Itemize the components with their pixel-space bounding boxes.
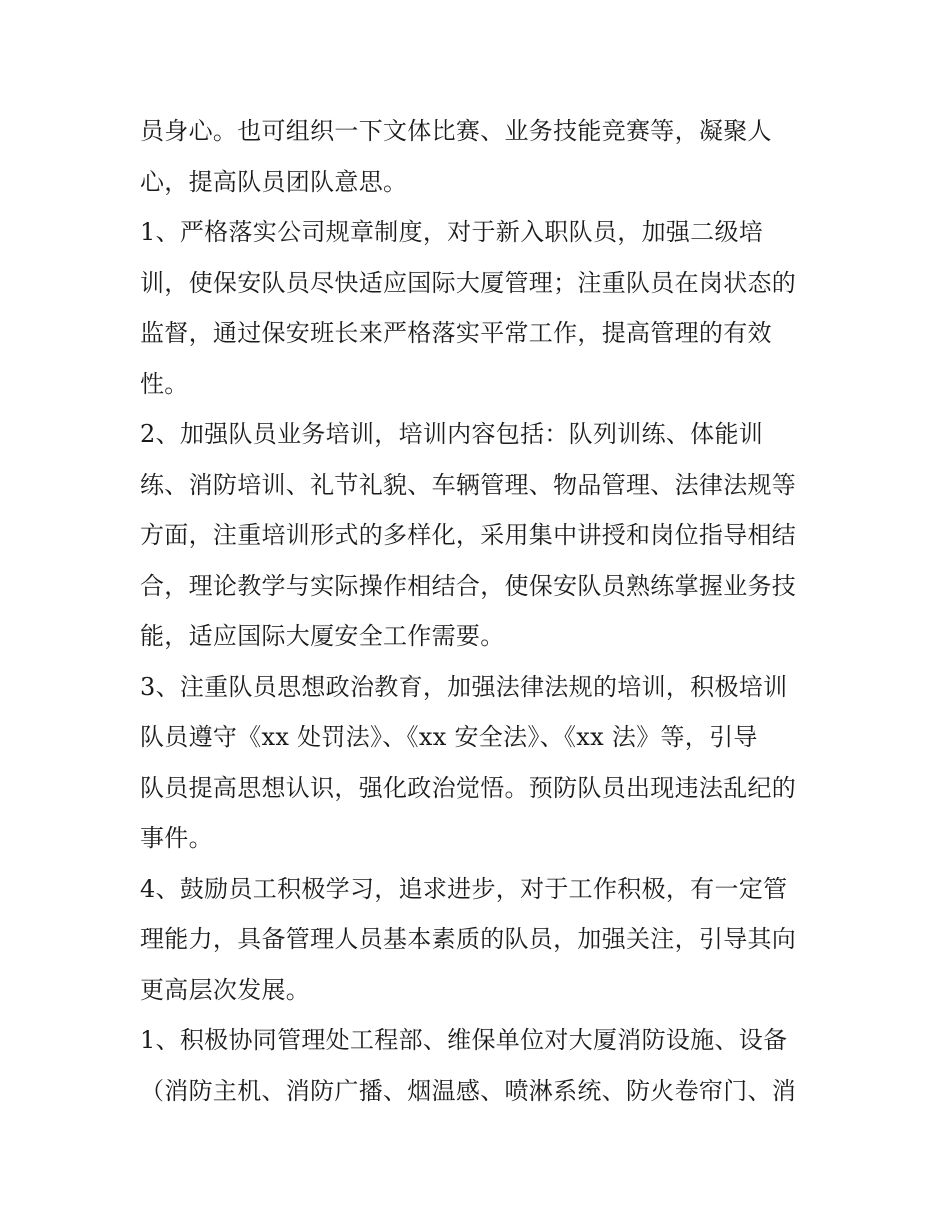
text-line: 队员遵守《xx 处罚法》、《xx 安全法》、《xx 法》等，引导 (140, 723, 758, 751)
text-line: 更高层次发展。 (140, 975, 311, 1004)
text-line: 员身心。也可组织一下文体比赛、业务技能竞赛等，凝聚人 (140, 117, 772, 145)
text-line: 2、加强队员业务培训，培训内容包括：队列训练、体能训 (140, 420, 764, 448)
text-line: 4、鼓励员工积极学习，追求进步，对于工作积极，有一定管 (140, 874, 788, 903)
text-line: 心，提高队员团队意思。 (140, 167, 408, 196)
text-line: 能，适应国际大厦安全工作需要。 (140, 622, 505, 650)
text-line: 练、消防培训、礼节礼貌、车辆管理、物品管理、法律法规等 (140, 470, 797, 499)
text-line: 监督，通过保安班长来严格落实平常工作，提高管理的有效 (140, 319, 772, 347)
text-line: 合，理论教学与实际操作相结合，使保安队员熟练掌握业务技 (140, 571, 797, 600)
text-line: 队员提高思想认识，强化政治觉悟。预防队员出现违法乱纪的 (140, 773, 797, 802)
text-line: 方面，注重培训形式的多样化，采用集中讲授和岗位指导相结 (140, 521, 797, 549)
body-text (140, 106, 820, 1116)
text-line: 事件。 (140, 824, 213, 852)
text-line: 性。 (140, 369, 189, 398)
text-line: （消防主机、消防广播、烟温感、喷淋系统、防火卷帘门、消 (140, 1076, 797, 1105)
text-line: 3、注重队员思想政治教育，加强法律法规的培训，积极培训 (140, 672, 788, 701)
text-line: 理能力，具备管理人员基本素质的队员，加强关注，引导其向 (140, 925, 797, 953)
text-line: 训，使保安队员尽快适应国际大厦管理；注重队员在岗状态的 (140, 268, 797, 297)
text-line: 1、积极协同管理处工程部、维保单位对大厦消防设施、设备 (140, 1026, 788, 1054)
text-line: 1、严格落实公司规章制度，对于新入职队员，加强二级培 (140, 218, 764, 246)
